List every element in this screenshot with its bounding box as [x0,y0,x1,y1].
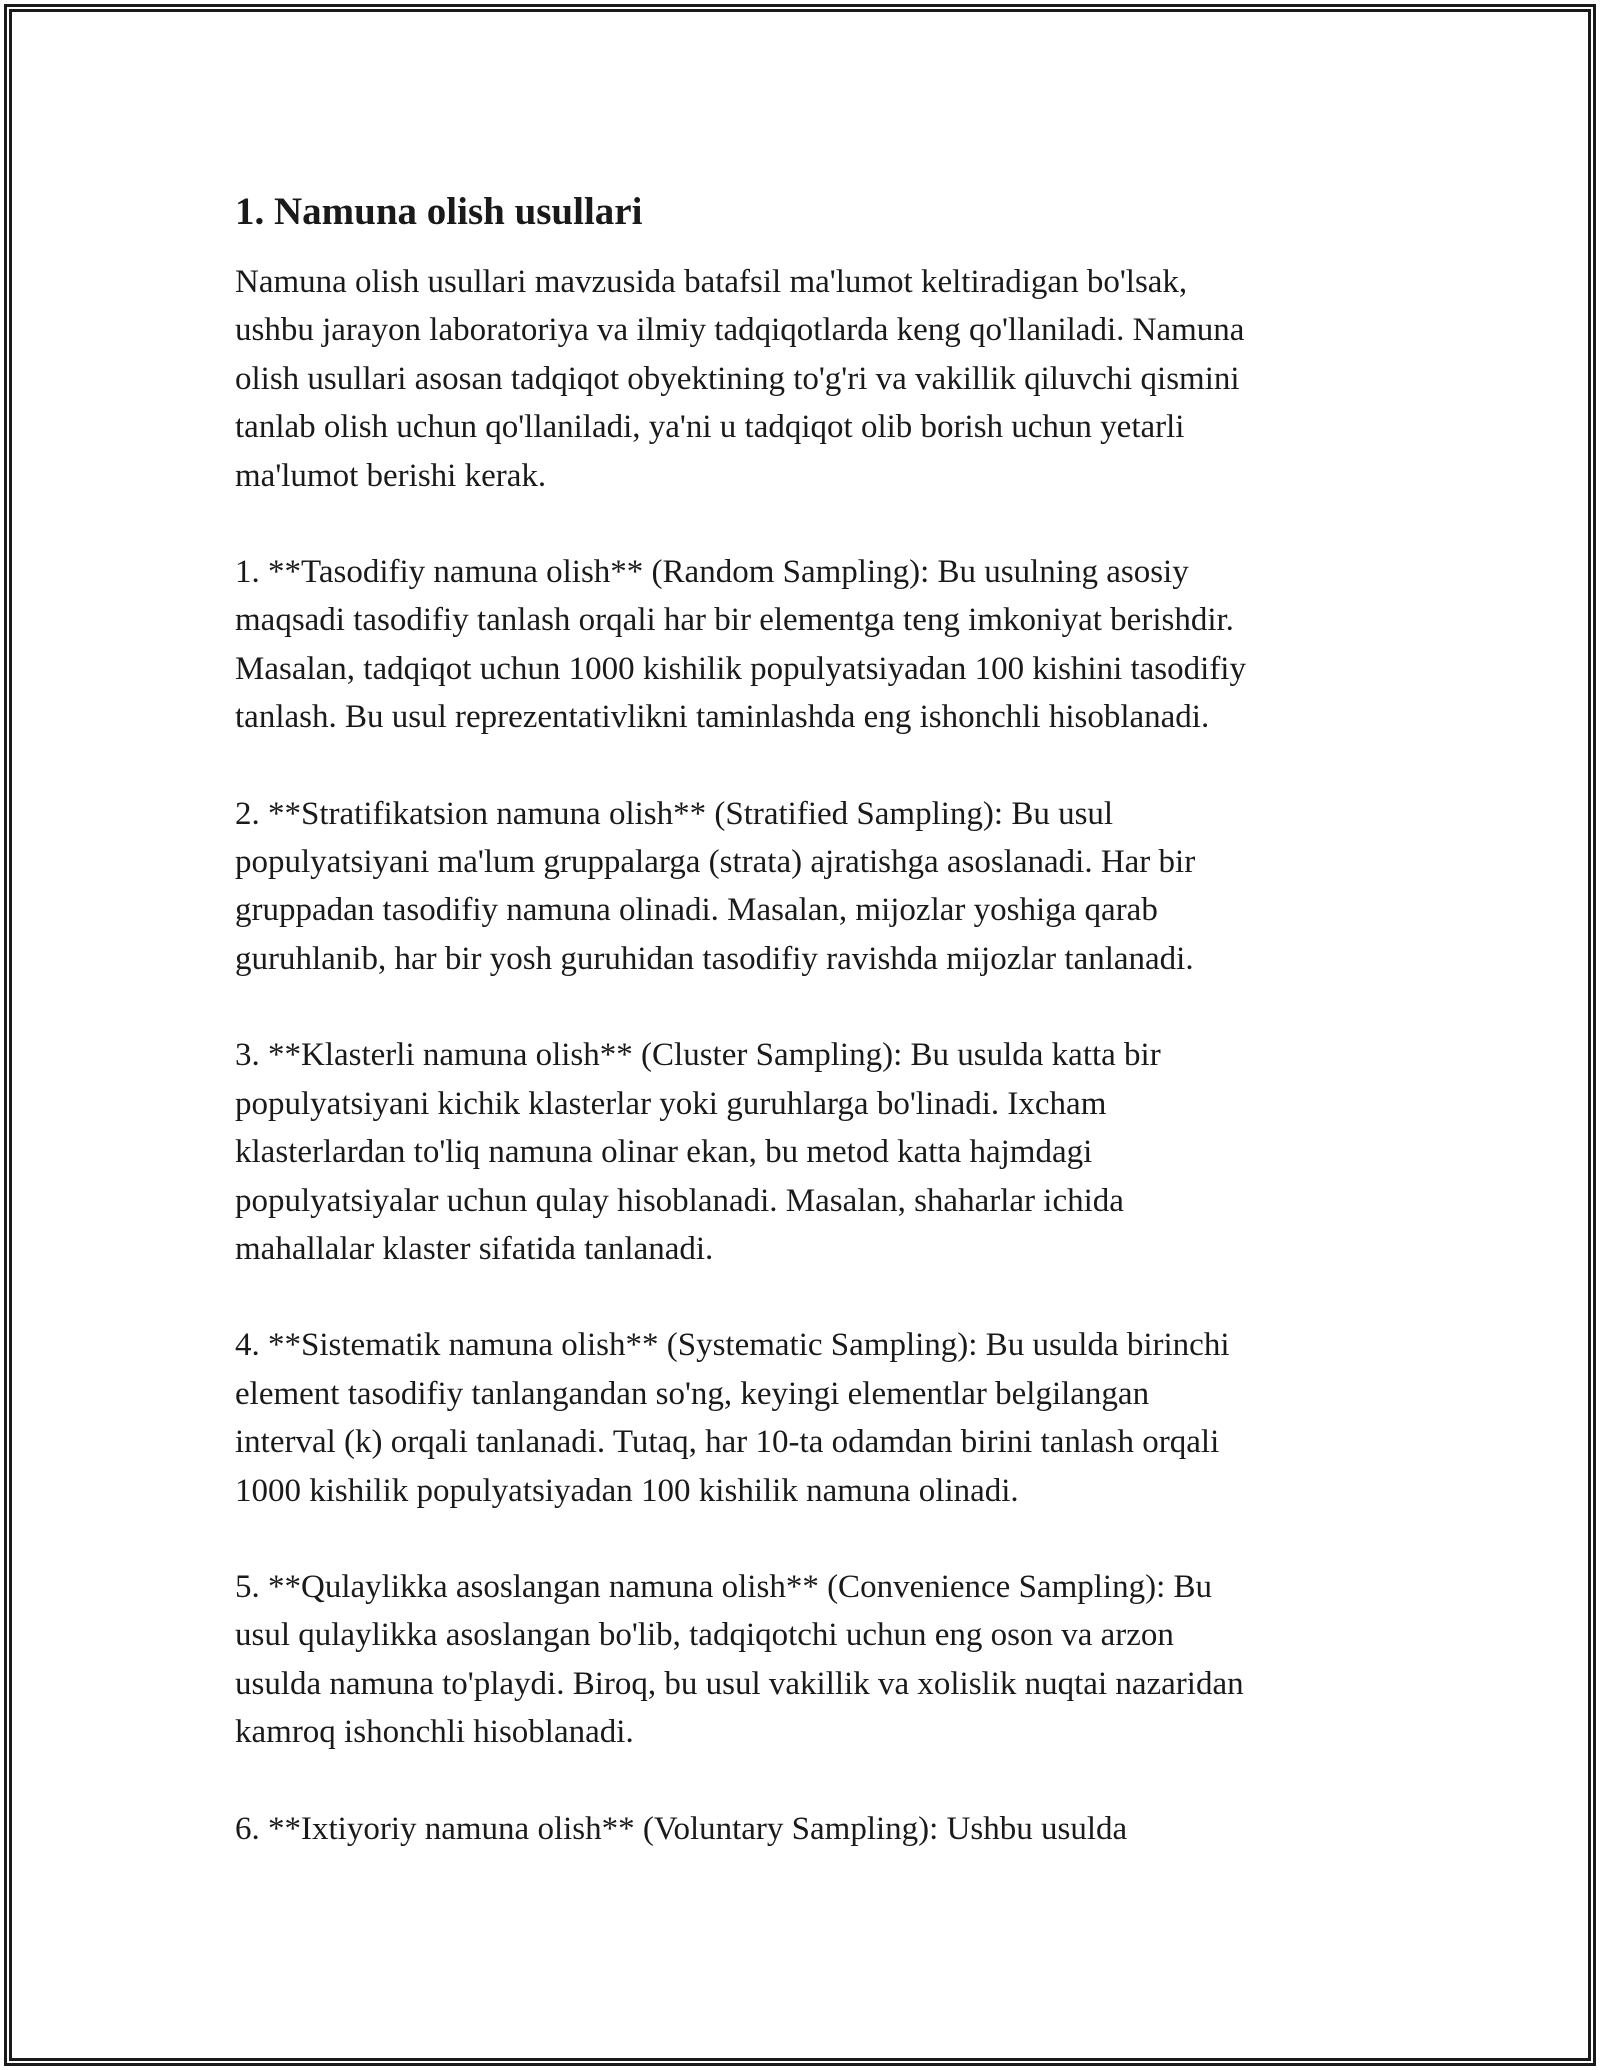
intro-paragraph: Namuna olish usullari mavzusida batafsil ma'lumot keltiradigan bo'lsak, ushbu jarayon laboratoriya va ilmiy tadqiqotlarda keng qo'llaniladi. Namuna olish usullari asosan tadqiqot obyektining to'g'ri va vakillik qiluvchi qismini tanlab olish uchun qo'llaniladi, ya'ni u tadqiqot olib borish uchun yetarli ma'lumot berishi kerak. [235,264,1245,494]
document-title: 1. Namuna olish usullari [235,190,643,233]
paragraph-systematic-sampling: 4. **Sistematik namuna olish** (Systematic Sampling): Bu usulda birinchi element tasodifiy tanlangandan so'ng, keyingi elementlar belgilangan interval (k) orqali tanlanadi. Tutaq, har 10-ta odamdan birini tanlash orqali 1000 kishilik populyatsiyadan 100 kishilik namuna olinadi. [235,1327,1230,1509]
paragraph-cluster-sampling: 3. **Klasterli namuna olish** (Cluster Sampling): Bu usulda katta bir populyatsiyani kichik klasterlar yoki guruhlarga bo'linadi. Ixcham klasterlardan to'liq namuna olinar ekan, bu metod katta hajmdagi populyatsiyalar uchun qulay hisoblanadi. Masalan, shaharlar ichida mahallalar klaster sifatida tanlanadi. [235,1037,1161,1267]
paragraph-random-sampling: 1. **Tasodifiy namuna olish** (Random Sampling): Bu usulning asosiy maqsadi tasodifiy tanlash orqali har bir elementga teng imkoniyat berishdir. Masalan, tadqiqot uchun 1000 kishilik populyatsiyadan 100 kishini tasodifiy tanlash. Bu usul reprezentativlikni taminlashda eng ishonchli hisoblanadi. [235,554,1246,736]
paragraph-stratified-sampling: 2. **Stratifikatsion namuna olish** (Stratified Sampling): Bu usul populyatsiyani ma'lum gruppalarga (strata) ajratishga asoslanadi. Har bir gruppadan tasodifiy namuna olinadi. Masalan, mijozlar yoshiga qarab guruhlanib, har bir yosh guruhidan tasodifiy ravishda mijozlar tanlanadi. [235,795,1196,977]
paragraph-convenience-sampling: 5. **Qulaylikka asoslangan namuna olish** (Convenience Sampling): Bu usul qulaylikka asoslangan bo'lib, tadqiqotchi uchun eng oson va arzon usulda namuna to'playdi. Biroq, bu usul vakillik va xolislik nuqtai nazaridan kamroq ishonchli hisoblanadi. [235,1568,1244,1751]
document-body [235,186,1370,1901]
paragraph-voluntary-sampling: 6. **Ixtiyoriy namuna olish** (Voluntary Sampling): Ushbu usulda [235,1810,1128,1847]
